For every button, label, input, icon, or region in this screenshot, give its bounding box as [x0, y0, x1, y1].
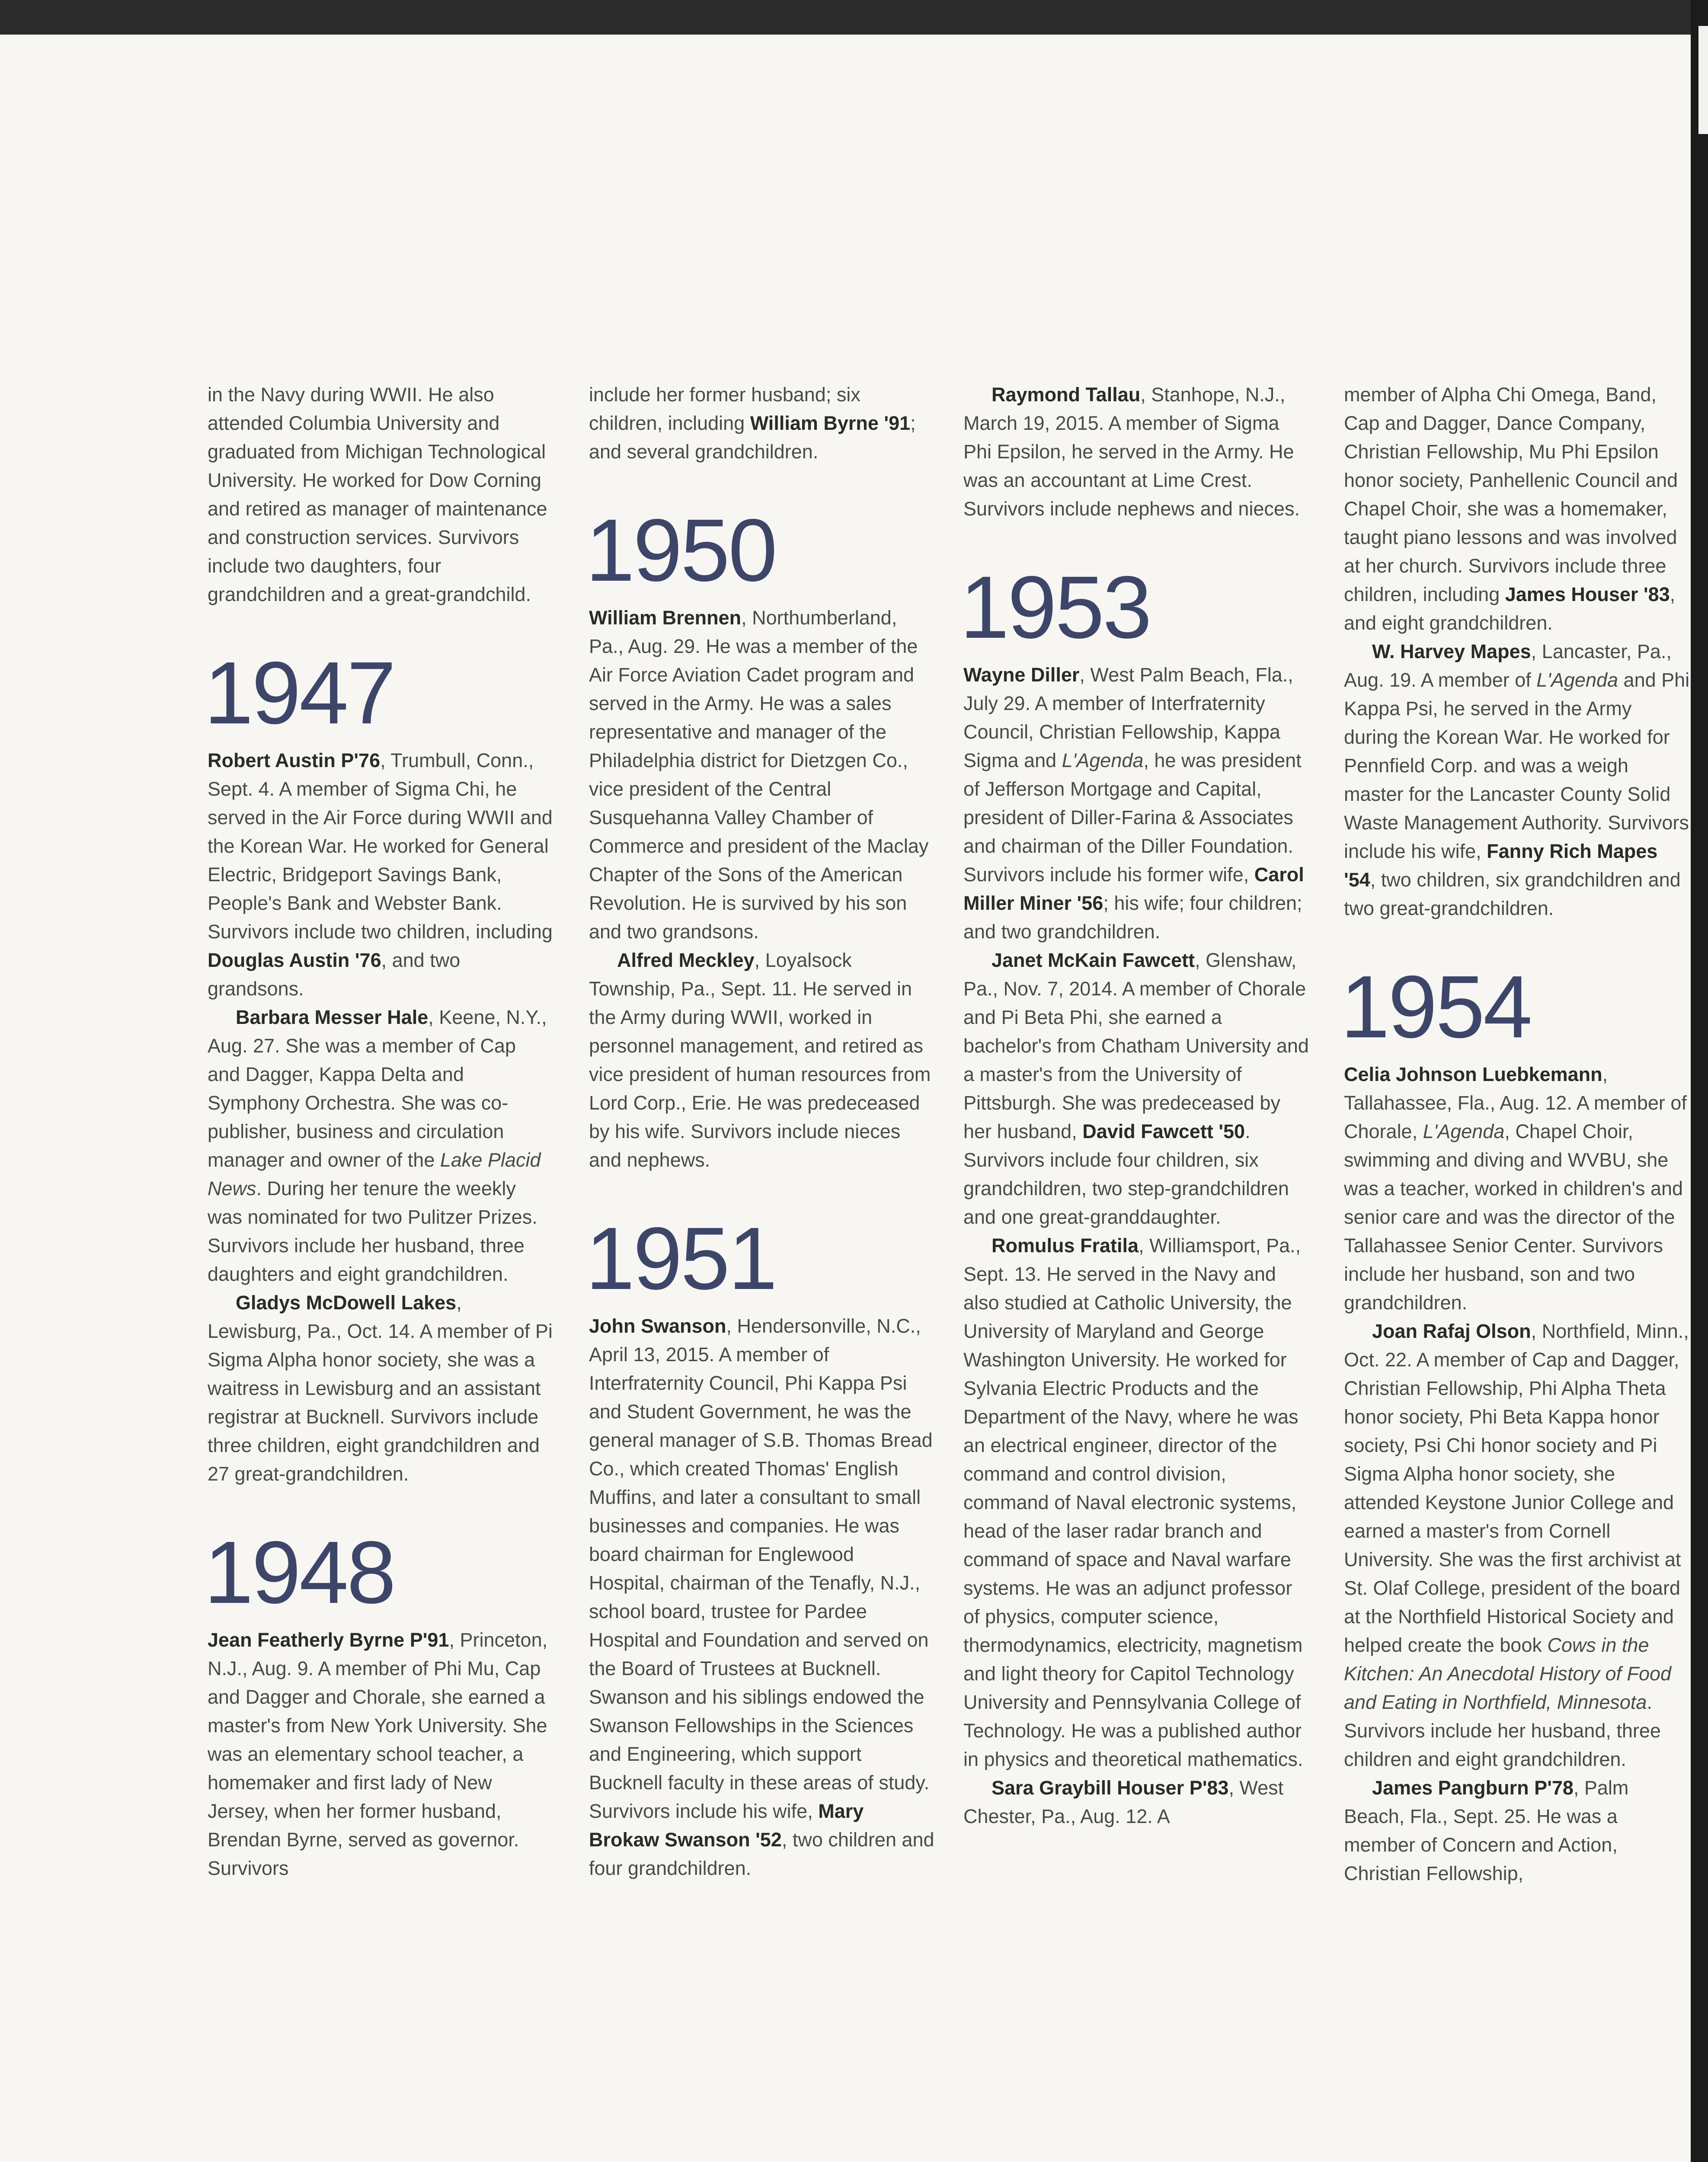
- obit-paragraph: in the Navy during WWII. He also attended Columbia University and graduated from Michigan Technological University. He worked for Dow Corning and retired as manager of maintenance and construction services. Survivors include two daughters, four grandchildren and a great-grandchild.: [208, 384, 547, 605]
- obit-continuation: member of Alpha Chi Omega, Band, Cap and Dagger, Dance Company, Christian Fellowship, Mu Phi Epsilon honor society, Panhellenic Council and Chapel Choir, she was a homemaker, taught piano lessons and was involved at her church. Survivors include three children, including James Houser '83, and eight grandchildren.: [1344, 384, 1678, 634]
- class-year-heading: 1951: [585, 1209, 776, 1308]
- obit-entry: W. Harvey Mapes, Lancaster, Pa., Aug. 19. A member of L'Agenda and Phi Kappa Psi, he served in the Army during the Korean War. He worked for Pennfield Corp. and was a weigh master for the Lancaster County Solid Waste Management Authority. Survivors include his wife, Fanny Rich Mapes '54, two children, six grandchildren and two great-grandchildren.: [1344, 640, 1690, 919]
- column-2: [585, 381, 935, 1883]
- obit-name: Romulus Fratila: [992, 1235, 1139, 1257]
- relative-name: James Houser '83: [1505, 583, 1670, 605]
- obit-name: Wayne Diller: [963, 664, 1080, 686]
- obit-entry: Gladys McDowell Lakes, Lewisburg, Pa., Oct. 14. A member of Pi Sigma Alpha honor society, she was a waitress in Lewisburg and an assistant registrar at Bucknell. Survivors include three children, eight grandchildren and 27 great-grandchildren.: [208, 1292, 553, 1485]
- obit-name: William Brennen: [589, 607, 742, 629]
- obit-name: John Swanson: [589, 1315, 726, 1337]
- obit-entry: Joan Rafaj Olson, Northfield, Minn., Oct. 22. A member of Cap and Dagger, Christian Fellowship, Phi Alpha Theta honor society, Phi Beta Kappa honor society, Psi Chi honor society and Pi Sigma Alpha honor society, she attended Keystone Junior College and earned a master's from Cornell University. She was the first archivist at St. Olaf College, president of the board at the Northfield Historical Society and helped create the book Cows in the Kitchen: An Anecdotal History of Food and Eating in Northfield, Minnesota. Survivors include her husband, three children and eight grandchildren.: [1344, 1320, 1689, 1770]
- obit-entry: Barbara Messer Hale, Keene, N.Y., Aug. 27. She was a member of Cap and Dagger, Kappa Delta and Symphony Orchestra. She was co-publisher, business and circulation manager and owner of the Lake Placid News. During her tenure the weekly was nominated for two Pulitzer Prizes. Survivors include her husband, three daughters and eight grandchildren.: [208, 1006, 547, 1285]
- obit-continuation: include her former husband; six children, including William Byrne '91; and several grandchildren.: [589, 384, 916, 463]
- column-3: [960, 381, 1309, 1831]
- obit-entry: Sara Graybill Houser P'83, West Chester, Pa., Aug. 12. A: [963, 1777, 1284, 1827]
- relative-name: Mary Brokaw Swanson '52: [589, 1800, 864, 1851]
- obit-entry: William Brennen, Northumberland, Pa., Aug. 29. He was a member of the Air Force Aviation Cadet program and served in the Army. He was a sales representative and manager of the Philadelphia district for Dietzgen Co., vice president of the Central Susquehanna Valley Chamber of Commerce and president of the Maclay Chapter of the Sons of the American Revolution. He is survived by his son and two grandsons.: [589, 607, 929, 943]
- class-year-heading: 1953: [960, 558, 1151, 657]
- column-4: [1340, 381, 1690, 1888]
- relative-name: Carol Miller Miner '56: [963, 864, 1304, 914]
- obit-name: James Pangburn P'78: [1372, 1777, 1574, 1799]
- obit-name: Alfred Meckley: [617, 949, 755, 971]
- class-year-heading: 1948: [204, 1523, 395, 1622]
- obit-entry: John Swanson, Hendersonville, N.C., April 13, 2015. A member of Interfraternity Council, Phi Kappa Psi and Student Government, he was the general manager of S.B. Thomas Bread Co., which created Thomas' English Muffins, and later a consultant to small businesses and companies. He was board chairman for Englewood Hospital, chairman of the Tenafly, N.J., school board, trustee for Pardee Hospital and Foundation and served on the Board of Trustees at Bucknell. Swanson and his siblings endowed the Swanson Fellowships in the Sciences and Engineering, which support Bucknell faculty in these areas of study. Survivors include his wife, Mary Brokaw Swanson '52, two children and four grandchildren.: [589, 1315, 934, 1879]
- obit-name: Jean Featherly Byrne P'91: [208, 1629, 449, 1651]
- obit-entry: Celia Johnson Luebkemann, Tallahassee, Fla., Aug. 12. A member of Chorale, L'Agenda, Chapel Choir, swimming and diving and WVBU, she was a teacher, worked in children's and senior care and was the director of the Tallahassee Senior Center. Survivors include her husband, son and two grandchildren.: [1344, 1063, 1687, 1314]
- obit-entry: James Pangburn P'78, Palm Beach, Fla., Sept. 25. He was a member of Concern and Action, Christian Fellowship,: [1344, 1777, 1629, 1884]
- obit-name: Robert Austin P'76: [208, 749, 381, 771]
- relative-name: Fanny Rich Mapes '54: [1344, 840, 1658, 891]
- relative-name: Douglas Austin '76: [208, 949, 381, 971]
- obit-name: Janet McKain Fawcett: [992, 949, 1195, 971]
- spine-highlight: [1698, 26, 1708, 134]
- obit-name: Barbara Messer Hale: [236, 1006, 429, 1028]
- obit-entry: Alfred Meckley, Loyalsock Township, Pa., Sept. 11. He served in the Army during WWII, worked in personnel management, and retired as vice president of human resources from Lord Corp., Erie. He was predeceased by his wife. Survivors include nieces and nephews.: [589, 949, 931, 1171]
- relative-name: David Fawcett '50: [1082, 1120, 1245, 1142]
- obit-name: Gladys McDowell Lakes: [236, 1292, 457, 1314]
- class-year-heading: 1947: [204, 643, 395, 742]
- obit-name: W. Harvey Mapes: [1372, 640, 1531, 662]
- obit-entry: Robert Austin P'76, Trumbull, Conn., Sept. 4. A member of Sigma Chi, he served in the Air Force during WWII and the Korean War. He worked for General Electric, Bridgeport Savings Bank, People's Bank and Webster Bank. Survivors include two children, including Douglas Austin '76, and two grandsons.: [208, 749, 553, 1000]
- obit-entry: Raymond Tallau, Stanhope, N.J., March 19, 2015. A member of Sigma Phi Epsilon, he served in the Army. He was an accountant at Lime Crest. Survivors include nephews and nieces.: [963, 384, 1300, 520]
- obit-name: Sara Graybill Houser P'83: [992, 1777, 1229, 1799]
- obit-entry: Janet McKain Fawcett, Glenshaw, Pa., Nov. 7, 2014. A member of Chorale and Pi Beta Phi, she earned a bachelor's from Chatham University and a master's from the University of Pittsburgh. She was predeceased by her husband, David Fawcett '50. Survivors include four children, six grandchildren, two step-grandchildren and one great-granddaughter.: [963, 949, 1309, 1228]
- obit-entry: Jean Featherly Byrne P'91, Princeton, N.J., Aug. 9. A member of Phi Mu, Cap and Dagger and Chorale, she earned a master's from New York University. She was an elementary school teacher, a homemaker and first lady of New Jersey, when her former husband, Brendan Byrne, served as governor. Survivors: [208, 1629, 548, 1879]
- obit-entry: Wayne Diller, West Palm Beach, Fla., July 29. A member of Interfraternity Council, Christian Fellowship, Kappa Sigma and L'Agenda, he was president of Jefferson Mortgage and Capital, president of Diller-Farina & Associates and chairman of the Diller Foundation. Survivors include his former wife, Carol Miller Miner '56; his wife; four children; and two grandchildren.: [963, 664, 1304, 943]
- page-spine-edge: [1691, 0, 1708, 2162]
- relative-name: William Byrne '91: [750, 412, 911, 434]
- obit-name: Celia Johnson Luebkemann: [1344, 1063, 1602, 1085]
- obit-name: Raymond Tallau: [992, 384, 1141, 406]
- class-year-heading: 1950: [585, 501, 776, 600]
- obit-entry: Romulus Fratila, Williamsport, Pa., Sept. 13. He served in the Navy and also studied at Catholic University, the University of Maryland and George Washington University. He worked for Sylvania Electric Products and the Department of the Navy, where he was an electrical engineer, director of the command and control division, command of Naval electronic systems, head of the laser radar branch and command of space and Naval warfare systems. He was an adjunct professor of physics, computer science, thermodynamics, electricity, magnetism and light theory for Capitol Technology University and Pennsylvania College of Technology. He was a published author in physics and theoretical mathematics.: [963, 1235, 1303, 1770]
- class-year-heading: 1954: [1340, 957, 1531, 1056]
- column-1: [204, 381, 553, 1883]
- obit-name: Joan Rafaj Olson: [1372, 1320, 1531, 1342]
